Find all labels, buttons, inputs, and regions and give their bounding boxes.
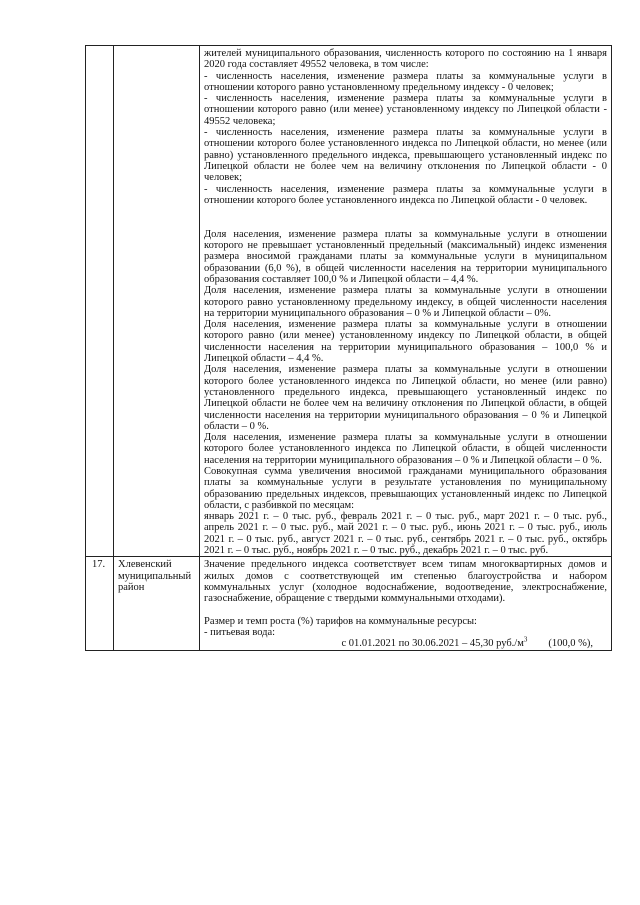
paragraph: Размер и темп роста (%) тарифов на коммунальные ресурсы: (204, 615, 477, 627)
paragraph: жителей муниципального образования, численность которого по состоянию на 1 января 2020 года составляет 49552 человека, в том числе: (204, 48, 607, 71)
paragraph: Совокупная сумма увеличения вносимой гражданами муниципального образования платы за коммунальные услуги в результате установления по муниципальному образованию предельных индексов, превышающих установленный индекс по Липецкой области, с разбивкой по месяцам: (204, 465, 607, 511)
water-rate-main: с 01.01.2021 по 30.06.2021 – 45,30 руб./м (341, 638, 524, 650)
paragraph: Доля населения, изменение размера платы за коммунальные услуги в отношении которого равно (или менее) установленному индексу по Липецкой области, в общей численности населения на территории муниципального образования – 100,0 % и Липецкой области – 4,4 %. (204, 319, 607, 365)
paragraph: - численность населения, изменение размера платы за коммунальные услуги в отношении которого равно (или менее) установленному индексу по Липецкой области - 49552 человека; (204, 93, 607, 127)
row-name-cell (114, 46, 200, 557)
row-number-cell (86, 46, 114, 557)
row-description-cell (200, 46, 612, 557)
data-table (85, 45, 612, 651)
paragraph: Доля населения, изменение размера платы за коммунальные услуги в отношении которого более установленного индекса по Липецкой области, в общей численности населения на территории муниципального образования – 0 % и Липецкой области – 0 %. (204, 432, 607, 466)
paragraph: - численность населения, изменение размера платы за коммунальные услуги в отношении которого более установленного индекса по Липецкой области - 0 человек. (204, 183, 607, 206)
row-description-cell (200, 557, 612, 650)
row-number: 17. (92, 559, 106, 571)
water-rate-line (204, 635, 607, 650)
spacer (204, 605, 607, 616)
water-rate-unit-sup: 3 (523, 635, 528, 644)
paragraph: - питьевая вода: (204, 627, 276, 639)
paragraph: - численность населения, изменение размера платы за коммунальные услуги в отношении которого более установленного индекса по Липецкой области, но менее (или равно) установленного предельного индекса, превышающего установленный индекс по Липецкой области не более чем на величину отклонения по Липецкой области - 0 человек; (204, 127, 607, 184)
paragraph: январь 2021 г. – 0 тыс. руб., февраль 2021 г. – 0 тыс. руб., март 2021 г. – 0 тыс. руб., апрель 2021 г. – 0 тыс. руб., май 2021 г. – 0 тыс. руб., июнь 2021 г. – 0 тыс. руб., июль 2021 г. – 0 тыс. руб., август 2021 г. – 0 тыс. руб., сентябрь 2021 г. – 0 тыс. руб., октябрь 2021 г. – 0 тыс. руб., ноябрь 2021 г. – 0 тыс. руб., декабрь 2021 г. – 0 тыс. руб. (204, 511, 607, 557)
paragraph: Доля населения, изменение размера платы за коммунальные услуги в отношении которого равно установленному предельному индексу, в общей численности населения на территории муниципального образования – 0 % и Липецкой области – 0%. (204, 285, 607, 319)
spacer (204, 206, 607, 229)
row-number-cell (86, 557, 114, 650)
paragraph: Доля населения, изменение размера платы за коммунальные услуги в отношении которого более установленного индекса по Липецкой области, но менее (или равно) установленного предельного индекса, превышающего установленный индекс по Липецкой области не более чем на величину отклонения по Липецкой области, в общей численности населения на территории муниципального образования – 0 % и Липецкой области – 0 %. (204, 364, 607, 432)
row-name-cell (114, 557, 200, 650)
district-name: Хлевенский муниципальный район (118, 559, 192, 593)
water-rate-percent: (100,0 %), (548, 638, 593, 650)
table-row-previous (86, 46, 612, 557)
table-row-17 (86, 557, 612, 650)
paragraph: Значение предельного индекса соответствует всем типам многоквартирных домов и жилых домов с соответствующей им степенью благоустройства и набором коммунальных услуг (холодное водоснабжение, водоотведение, электроснабжение, газоснабжение, обращение с твердыми коммунальными отходами). (204, 559, 607, 605)
paragraph: Доля населения, изменение размера платы за коммунальные услуги в отношении которого не превышает установленный предельный (максимальный) индекс изменения размера вносимой гражданами платы за коммунальные услуги в муниципальном образовании (6,0 %), в общей численности населения на территории муниципального образования составляет 100,0 % и Липецкой области – 4,4 %. (204, 228, 607, 285)
paragraph: - численность населения, изменение размера платы за коммунальные услуги в отношении которого равно установленному предельному индексу - 0 человек; (204, 70, 607, 93)
